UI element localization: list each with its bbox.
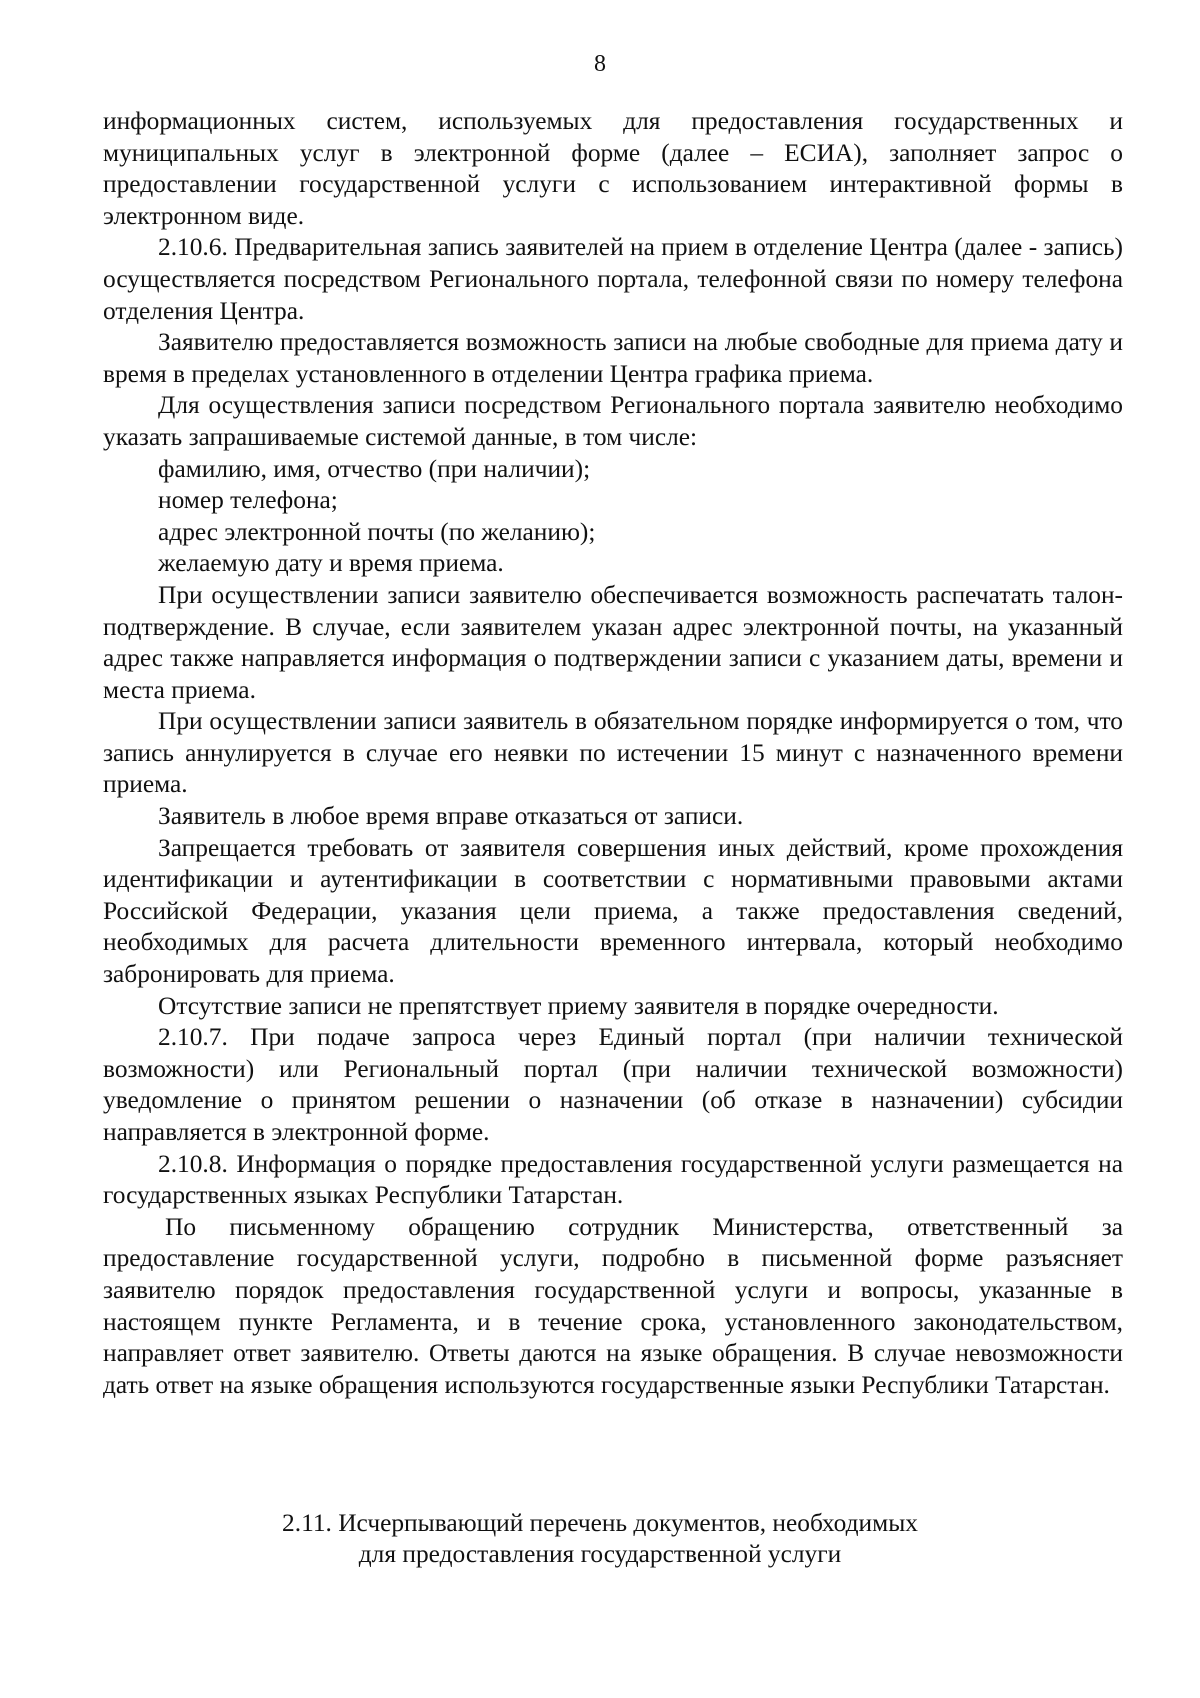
paragraph-esia-continuation: информационных систем, используемых для предоставления государственных и муниципальных услуг в электронной форме (далее – ЕСИА), заполняет запрос о предоставлении государственной услуги с использованием интерактивной формы в электронном виде. <box>103 107 1123 230</box>
paragraph-no-appointment-queue: Отсутствие записи не препятствует приему заявителя в порядке очередности. <box>158 991 999 1020</box>
section-heading-2-11 <box>0 1508 1200 1570</box>
paragraph-confirmation-ticket: При осуществлении записи заявителю обеспечивается возможность распечатать талон-подтверждение. В случае, если заявителем указан адрес электронной почты, на указанный адрес также направляется информация о подтверждении записи с указанием даты, времени и места приема. <box>103 580 1123 704</box>
section-heading-line-2: для предоставления государственной услуги <box>358 1540 842 1568</box>
paragraph-2-10-7: 2.10.7. При подаче запроса через Единый портал (при наличии технической возможности) или Региональный портал (при наличии технической возможности) уведомление о принятом решении о назначении (об отказе в назначении) субсидии направляется в электронной форме. <box>103 1023 1123 1146</box>
paragraph-cancellation-rule: При осуществлении записи заявитель в обязательном порядке информируется о том, что запись аннулируется в случае его неявки по истечении 15 минут с назначенного времени приема. <box>103 707 1123 799</box>
list-item-date-time: желаемую дату и время приема. <box>158 549 504 578</box>
paragraph-right-to-cancel: Заявитель в любое время вправе отказаться от записи. <box>158 802 744 831</box>
page-number: 8 <box>594 51 606 77</box>
paragraph-appointment-options: Заявителю предоставляется возможность записи на любые свободные для приема дату и время в пределах установленного в отделении Центра графика приема. <box>103 328 1123 388</box>
paragraph-written-request: По письменному обращению сотрудник Министерства, ответственный за предоставление государственной услуги, подробно в письменной форме разъясняет заявителю порядок предоставления государственной услуги и вопросы, указанные в настоящем пункте Регламента, и в течение срока, установленного законодательством, направляет ответ заявителю. Ответы даются на языке обращения. В случае невозможности дать ответ на языке обращения используются государственные языки Республики Татарстан. <box>103 1212 1123 1399</box>
section-heading-line-1: 2.11. Исчерпывающий перечень документов, необходимых <box>282 1509 918 1537</box>
paragraph-2-10-6: 2.10.6. Предварительная запись заявителей на прием в отделение Центра (далее - запись) осуществляется посредством Регионального портала, телефонной связи по номеру телефона отделения Центра. <box>103 233 1123 325</box>
paragraph-required-data: Для осуществления записи посредством Регионального портала заявителю необходимо указать запрашиваемые системой данные, в том числе: <box>103 391 1123 451</box>
document-body <box>103 106 1123 1401</box>
list-item-full-name: фамилию, имя, отчество (при наличии); <box>158 454 591 483</box>
paragraph-2-10-8: 2.10.8. Информация о порядке предоставления государственной услуги размещается на государственных языках Республики Татарстан. <box>103 1149 1123 1210</box>
paragraph-prohibited-requirements: Запрещается требовать от заявителя совершения иных действий, кроме прохождения идентификации и аутентификации в соответствии с нормативными правовыми актами Российской Федерации, указания цели приема, а также предоставления сведений, необходимых для расчета длительности временного интервала, который необходимо забронировать для приема. <box>103 833 1123 989</box>
list-item-email: адрес электронной почты (по желанию); <box>158 517 596 546</box>
list-item-phone: номер телефона; <box>158 486 338 515</box>
